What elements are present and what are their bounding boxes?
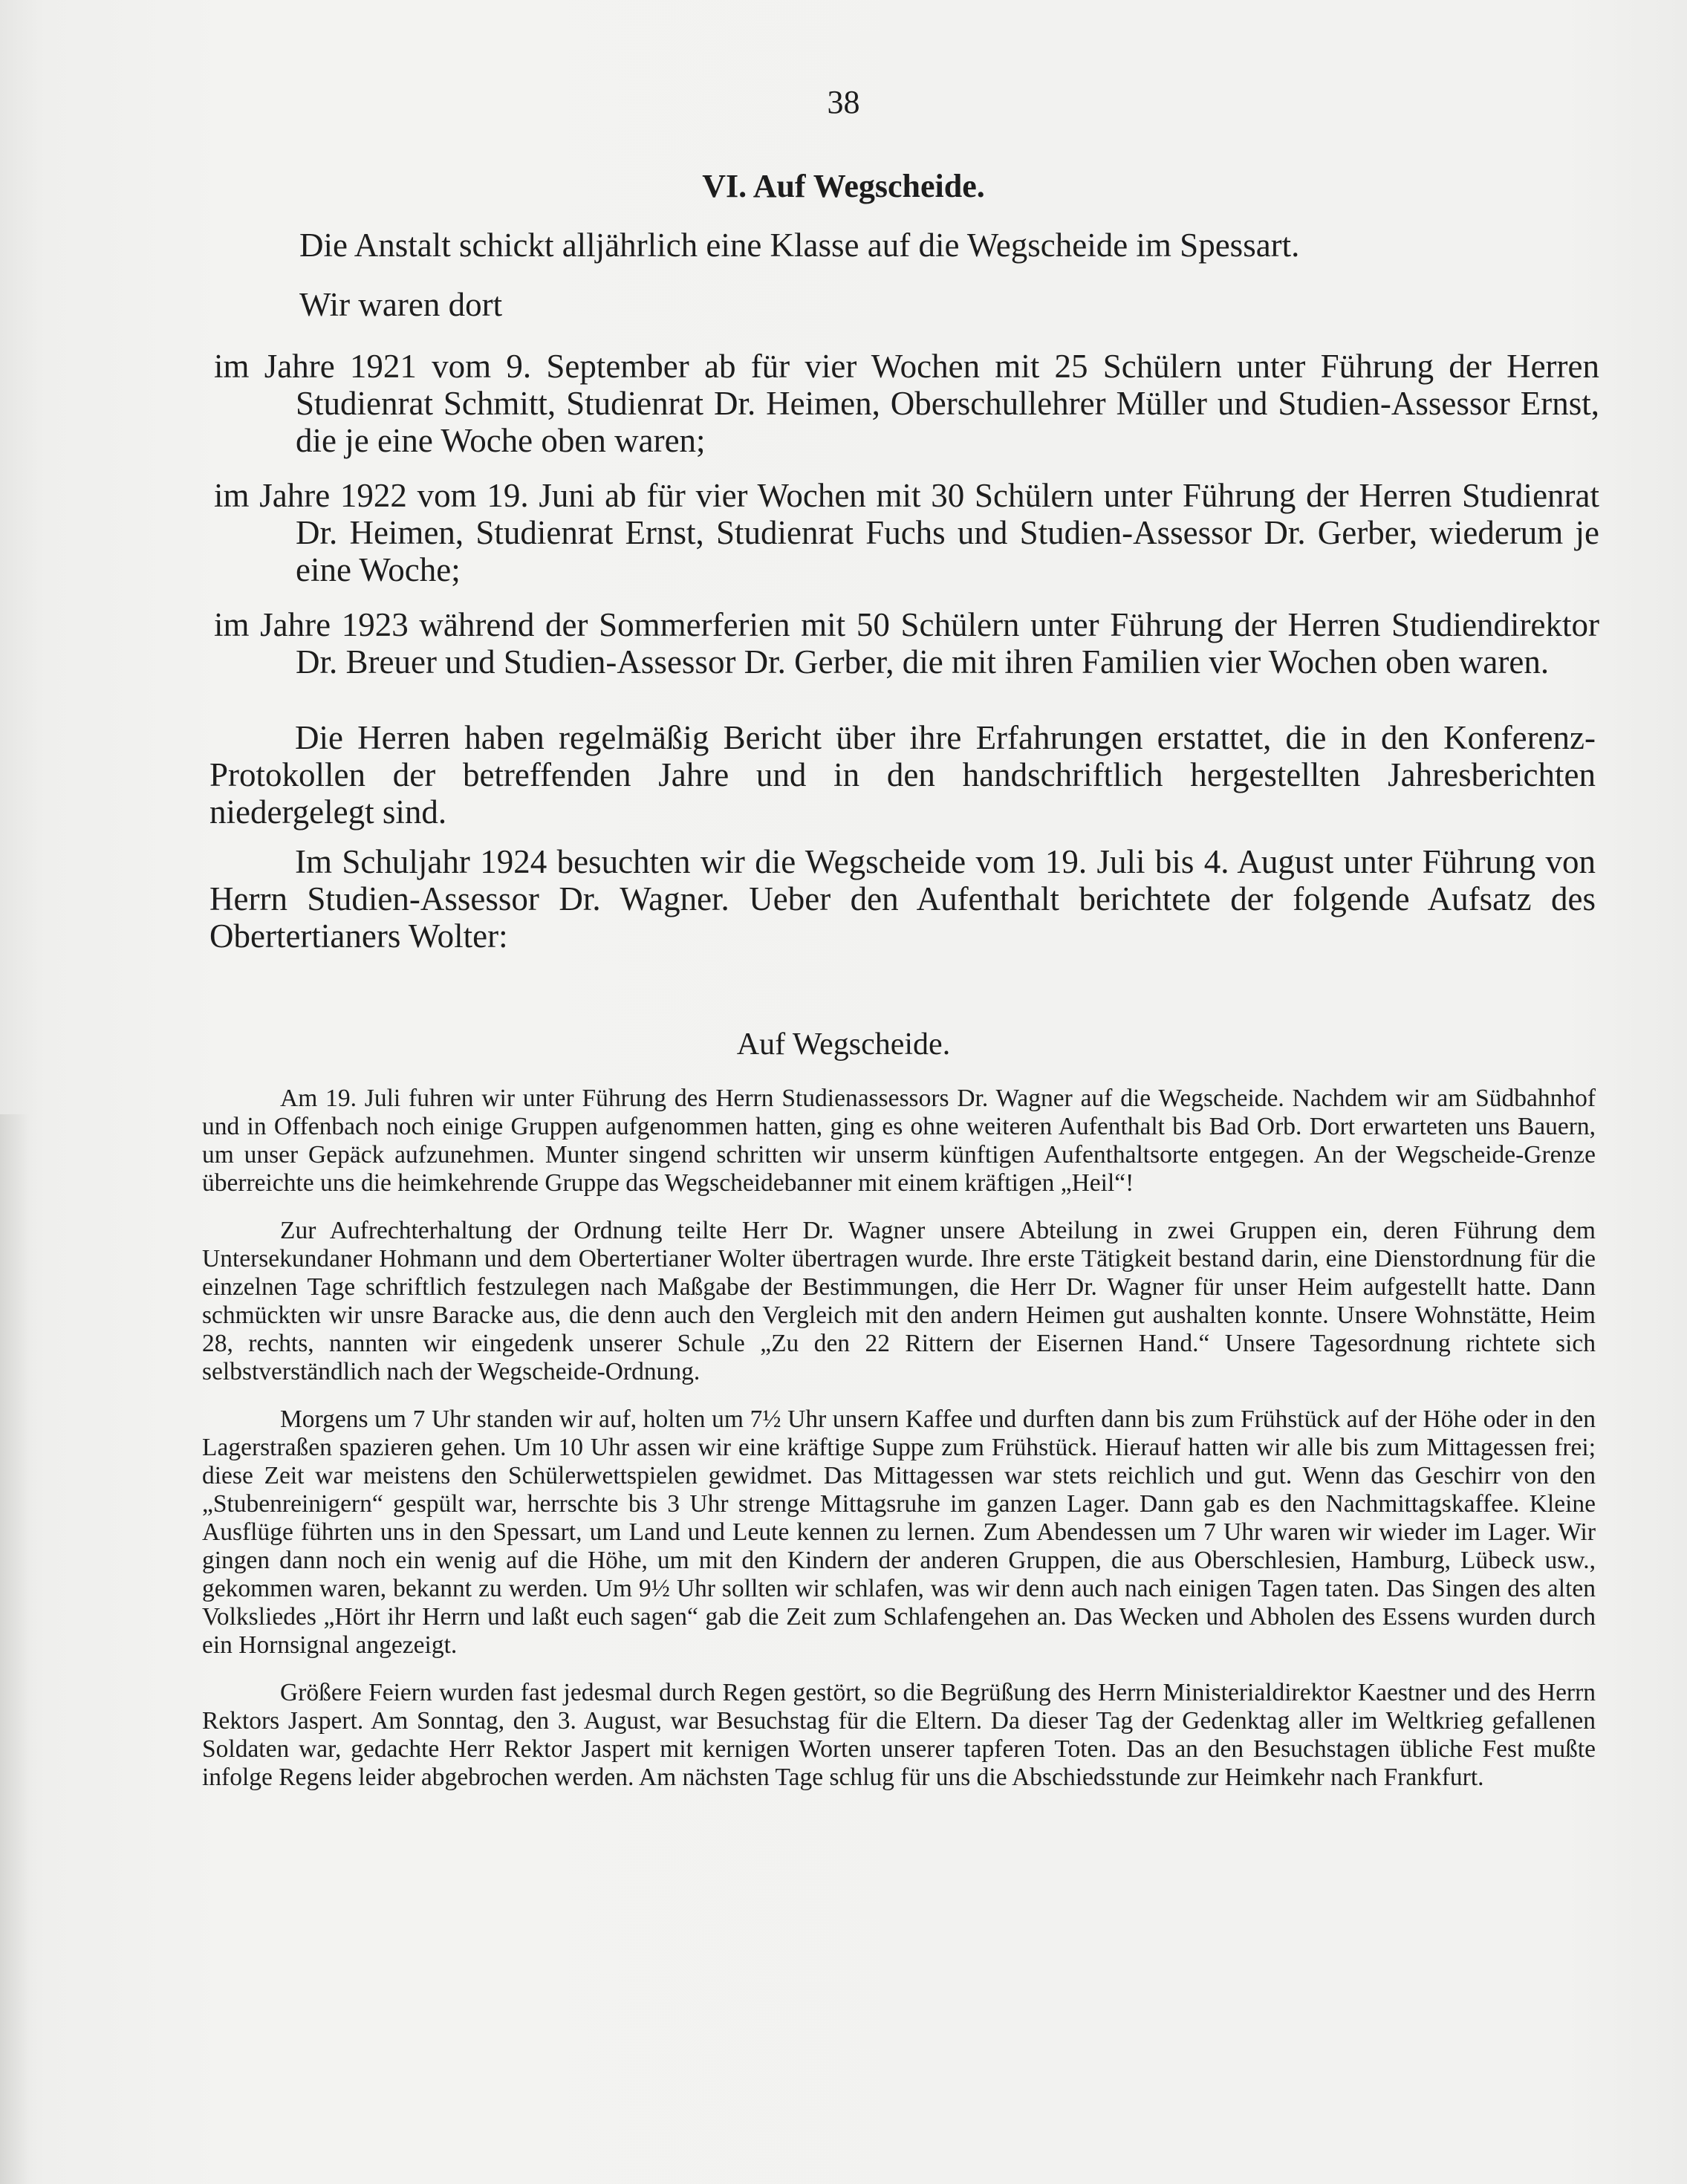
visit-entry-1922: im Jahre 1922 vom 19. Juni ab für vier Wochen mit 30 Schülern unter Führung der Herren Studienrat Dr. Heimen, Studienrat Ernst, Studienrat Fuchs und Studien-Assessor Dr. Gerber, wiederum je eine Woche; bbox=[214, 477, 1599, 588]
essay-paragraph: Am 19. Juli fuhren wir unter Führung des Herrn Studienassessors Dr. Wagner auf die Wegscheide. Nachdem wir am Südbahnhof und in Offenbach noch einige Gruppen aufgenommen hatten, ging es ohne weiteren Aufenthalt bis Bad Orb. Dort erwarteten uns Bauern, um unser Gepäck aufzunehmen. Munter singend schritten wir unserm künftigen Aufenthaltsorte entgegen. An der Wegscheide-Grenze überreichte uns die heimkehrende Gruppe das Wegscheidebanner mit einem kräftigen „Heil“! bbox=[202, 1085, 1596, 1197]
essay-paragraph: Zur Aufrechterhaltung der Ordnung teilte Herr Dr. Wagner unsere Abteilung in zwei Gruppen ein, deren Führung dem Untersekundaner Hohmann und dem Obertertianer Wolter übertragen wurde. Ihre erste Tätigkeit bestand darin, eine Dienstordnung für die einzelnen Tage schriftlich festzulegen nach Maßgabe der Bestimmungen, die Herr Dr. Wagner für unser Heim aufgestellt hatte. Dann schmückten wir unsre Baracke aus, die denn auch den Vergleich mit den andern Heimen gut aushalten konnte. Unsere Wohnstätte, Heim 28, rechts, nannten wir eingedenk unserer Schule „Zu den 22 Rittern der Eisernen Hand.“ Unsere Tagesordnung richtete sich selbstverständlich nach der Wegscheide-Ordnung. bbox=[202, 1217, 1596, 1385]
intro-line-dates: Wir waren dort bbox=[299, 286, 503, 323]
page-edge-shadow bbox=[0, 1114, 30, 2184]
essay-paragraph: Morgens um 7 Uhr standen wir auf, holten um 7½ Uhr unsern Kaffee und durften dann bis zum Frühstück auf der Höhe oder in den Lagerstraßen spazieren gehen. Um 10 Uhr assen wir eine kräftige Suppe zum Frühstück. Hierauf hatten wir alle bis zum Mittagessen frei; diese Zeit war meistens den Schülerwettspielen gewidmet. Das Mittagessen war stets reichlich und gut. Wenn das Geschirr von den „Stubenreinigern“ gespült war, herrschte bis 3 Uhr strenge Mittagsruhe im ganzen Lager. Dann gab es den Nachmittagskaffee. Kleine Ausflüge führten uns in den Spessart, um Land und Leute kennen zu lernen. Zum Abendessen um 7 Uhr waren wir wieder im Lager. Wir gingen dann noch ein wenig auf die Höhe, um mit den Kindern der anderen Gruppen, die aus Oberschlesien, Hamburg, Lübeck usw., gekommen waren, bekannt zu werden. Um 9½ Uhr sollten wir schlafen, was wir denn auch nach einigen Tagen taten. Das Singen des alten Volksliedes „Hört ihr Herrn und laßt euch sagen“ gab die Zeit zum Schlafengehen an. Das Wecken und Abholen des Essens wurden durch ein Hornsignal angezeigt. bbox=[202, 1405, 1596, 1659]
essay-body bbox=[202, 1085, 1596, 1811]
visit-list bbox=[214, 348, 1599, 698]
reports-paragraph: Die Herren haben regelmäßig Bericht über ihre Erfahrungen erstattet, die in den Konferenz-Protokollen der betreffenden Jahre und in den handschriftlich hergestellten Jahresberichten niedergelegt sind. bbox=[209, 719, 1596, 831]
section-heading: VI. Auf Wegscheide. bbox=[702, 168, 985, 204]
essay-paragraph: Größere Feiern wurden fast jedesmal durch Regen gestört, so die Begrüßung des Herrn Ministerialdirektor Kaestner und des Herrn Rektors Jaspert. Am Sonntag, den 3. August, war Besuchstag für die Eltern. Da dieser Tag der Gedenktag aller im Weltkrieg gefallenen Soldaten war, gedachte Herr Rektor Jaspert mit kernigen Worten unserer tapferen Toten. Das an den Besuchstagen übliche Fest mußte infolge Regens leider abgebrochen werden. Am nächsten Tage schlug für uns die Abschiedsstunde zur Heimkehr nach Frankfurt. bbox=[202, 1679, 1596, 1791]
intro-paragraph: Die Anstalt schickt alljährlich eine Klasse auf die Wegscheide im Spessart. bbox=[299, 227, 1300, 264]
page-number: 38 bbox=[827, 84, 860, 120]
visit-entry-1923: im Jahre 1923 während der Sommerferien mit 50 Schülern unter Führung der Herren Studiendirektor Dr. Breuer und Studien-Assessor Dr. Gerber, die mit ihren Familien vier Wochen oben waren. bbox=[214, 606, 1599, 680]
visit-1924-paragraph: Im Schuljahr 1924 besuchten wir die Wegscheide vom 19. Juli bis 4. August unter Führung von Herrn Studien-Assessor Dr. Wagner. Ueber den Aufenthalt berichtete der folgende Aufsatz des Obertertianers Wolter: bbox=[209, 843, 1596, 955]
visit-entry-1921: im Jahre 1921 vom 9. September ab für vier Wochen mit 25 Schülern unter Führung der Herren Studienrat Schmitt, Studienrat Dr. Heimen, Oberschullehrer Müller und Studien-Assessor Ernst, die je eine Woche oben waren; bbox=[214, 348, 1599, 459]
essay-title: Auf Wegscheide. bbox=[736, 1027, 951, 1062]
